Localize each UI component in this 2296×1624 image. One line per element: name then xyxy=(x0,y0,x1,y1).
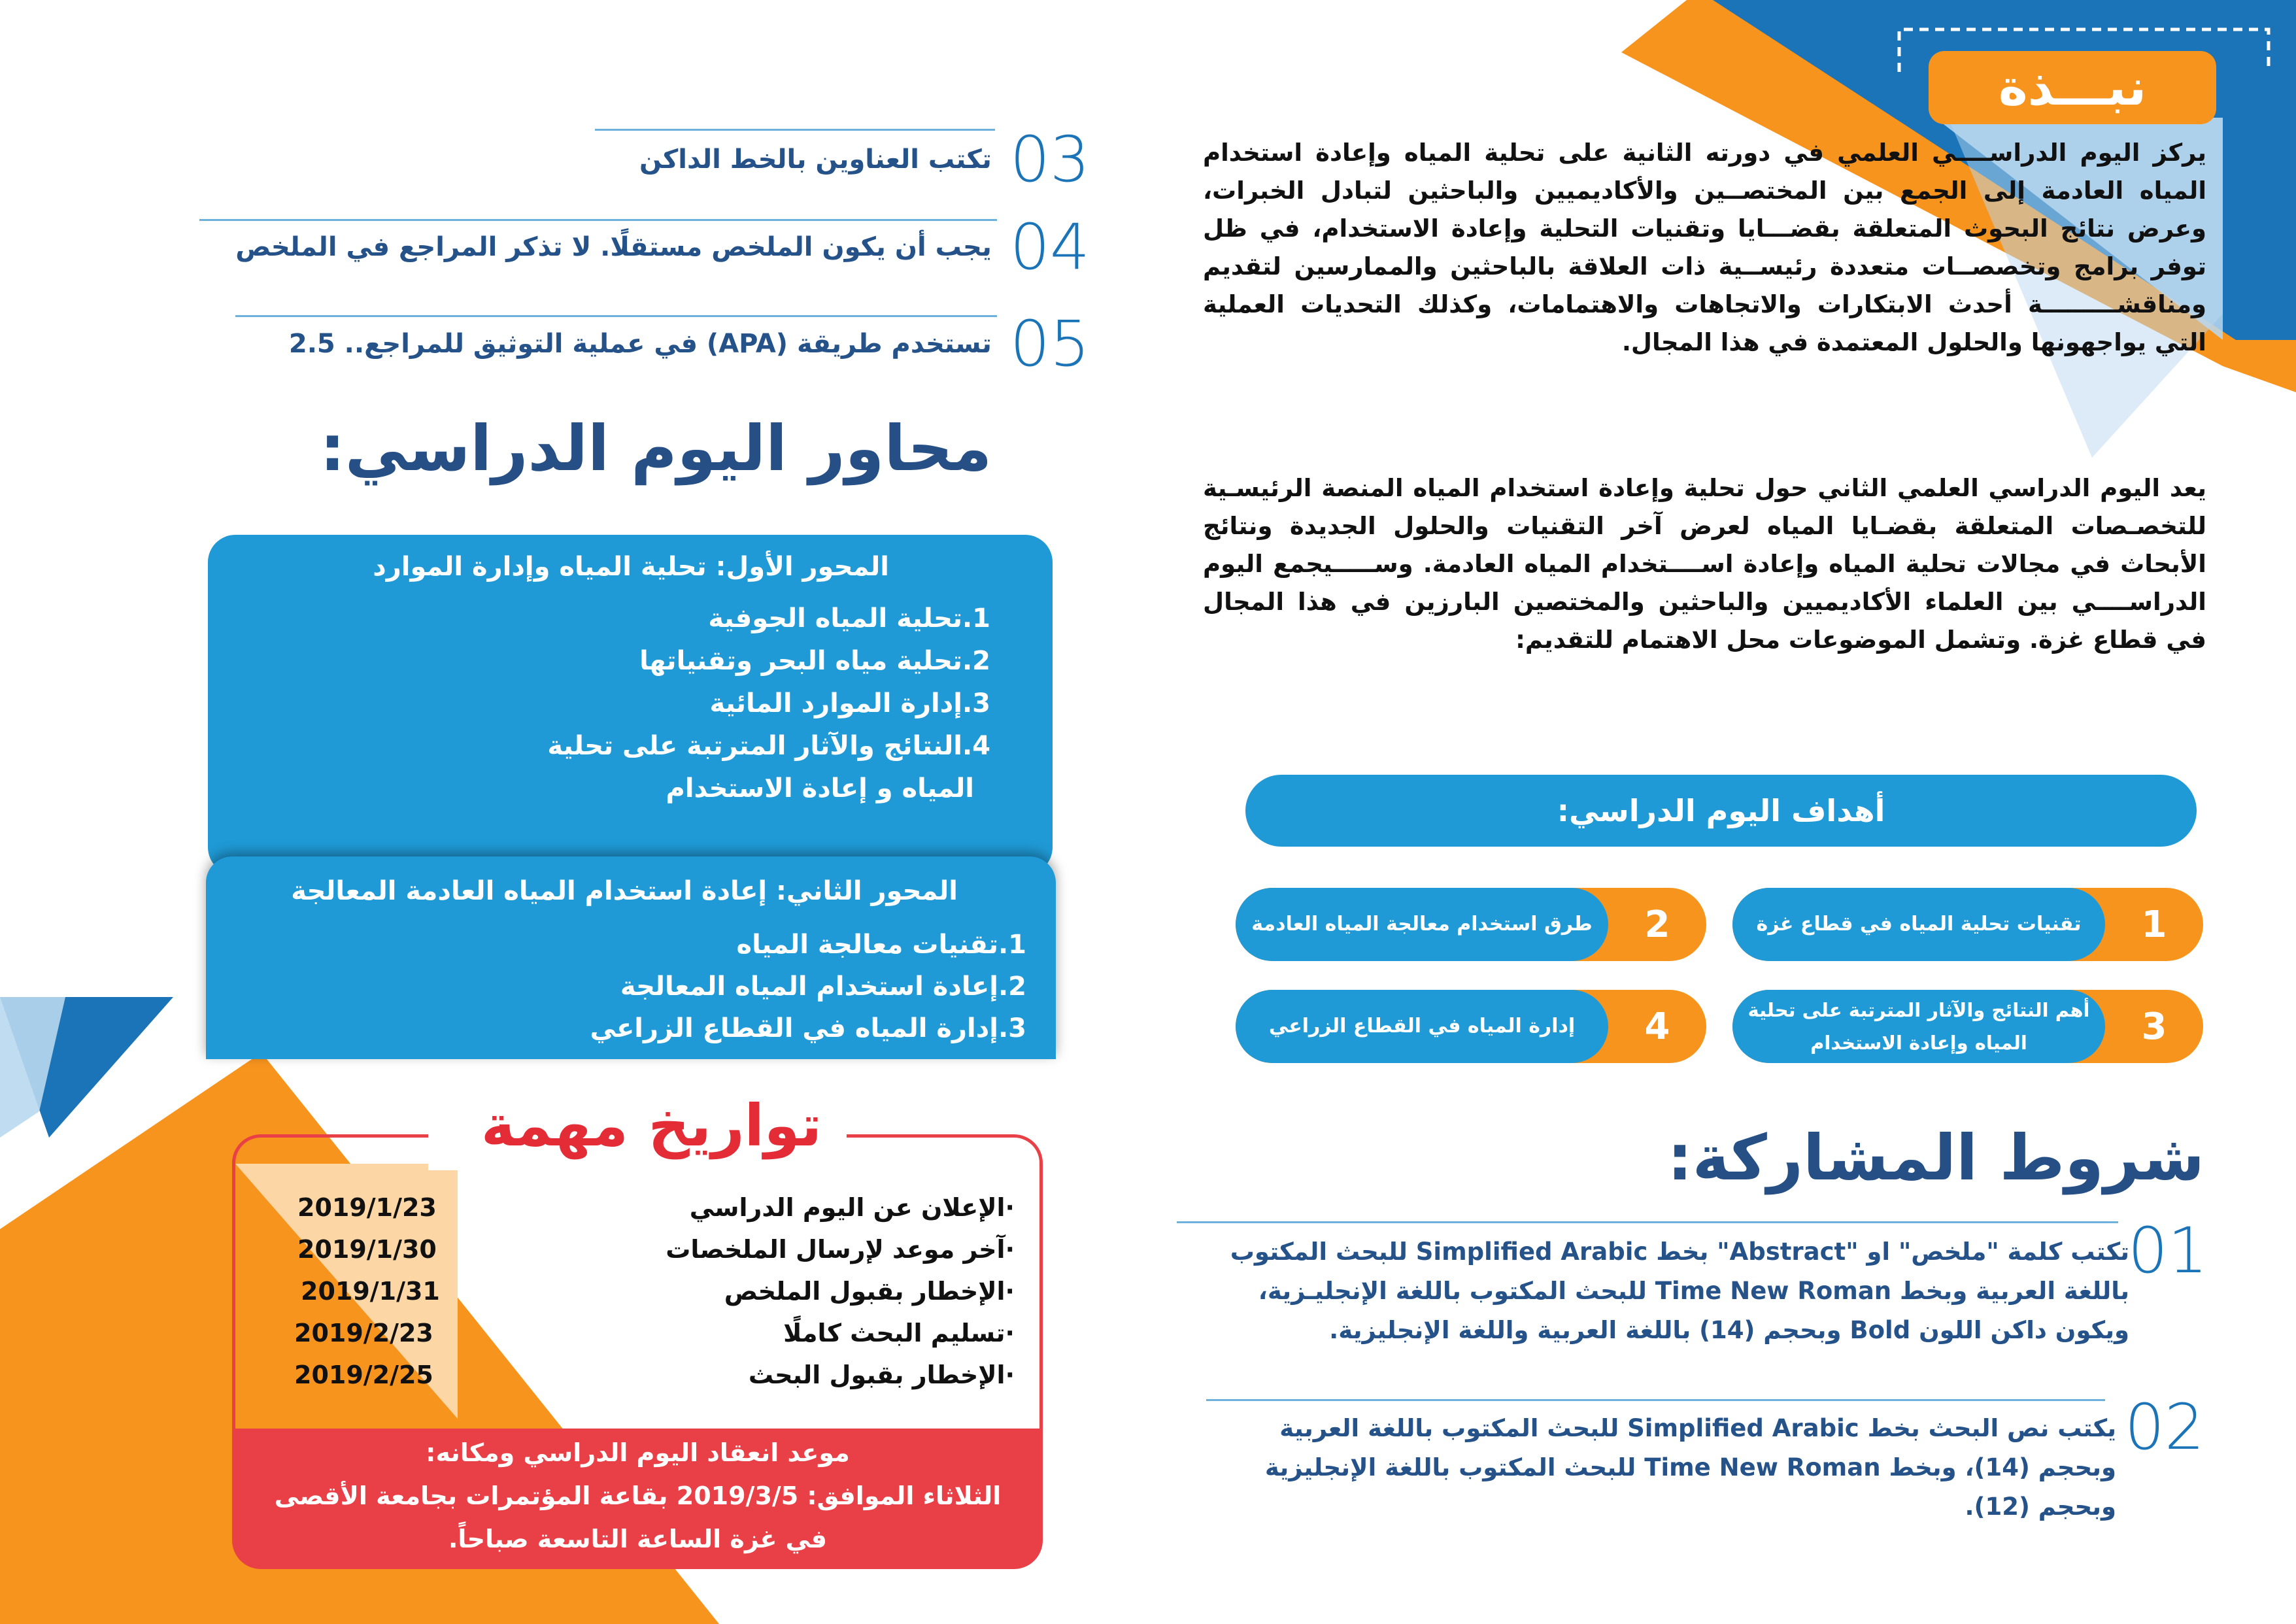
section-title-nabtha: نبـــذة xyxy=(1929,51,2216,124)
venue-box xyxy=(234,1429,1041,1567)
axis-2-title: المحور الثاني: إعادة استخدام المياه العادمة المعالجة xyxy=(291,876,958,906)
guideline-04 xyxy=(235,211,1090,284)
guideline-number: 05 xyxy=(1009,307,1090,381)
venue-line: في غزة الساعة التاسعة صباحاً. xyxy=(448,1525,828,1553)
axis-1-item: المياه و إعادة الاستخدام xyxy=(666,773,974,804)
guideline-text: تكتب العناوين بالخط الداكن xyxy=(639,144,992,175)
goal-item-1 xyxy=(1732,888,2203,961)
goal-text: طرق استخدام معالجة المياه العادمة xyxy=(1236,888,1608,961)
date-value: 2019/1/31 xyxy=(301,1277,440,1306)
goals-heading-bar: أهداف اليوم الدراسي: xyxy=(1245,775,2197,847)
conditions-heading: شروط المشاركة: xyxy=(1667,1121,2204,1194)
goal-number: 3 xyxy=(2141,1005,2167,1048)
guideline-number: 03 xyxy=(1009,123,1090,196)
date-label: ·الإخطار بقبول البحث xyxy=(748,1361,1015,1389)
condition-line: تكتب كلمة "ملخص" او "Abstract" بخط Simplified Arabic للبحث المكتوب xyxy=(1230,1238,2129,1266)
guideline-text: يجب أن يكون الملخص مستقلًا. لا تذكر المراجع في الملخص xyxy=(235,232,992,262)
date-label: ·الإعلان عن اليوم الدراسي xyxy=(689,1193,1015,1222)
condition-2 xyxy=(1136,1409,2116,1527)
axis-2-item: 3.إدارة المياه في القطاع الزراعي xyxy=(590,1013,1026,1043)
condition-line: وبحجم (14)، وبخط Time New Roman للبحث المكتوب باللغة الإنجليزية xyxy=(1264,1453,2116,1481)
date-value: 2019/1/23 xyxy=(297,1193,437,1222)
condition-underline-01 xyxy=(1177,1221,2118,1223)
goal-text: تقنيات تحلية المياه في قطاع غزة xyxy=(1732,888,2105,961)
date-label: ·الإخطار بقبول الملخص xyxy=(724,1277,1015,1306)
guideline-text: تستخدم طريقة (APA) في عملية التوثيق للمراجع.. 2.5 xyxy=(288,329,992,359)
axis-2-item: 2.إعادة استخدام المياه المعالجة xyxy=(620,972,1026,1002)
intro-paragraph-2: يعد اليوم الدراسي العلمي الثاني حول تحلية وإعادة استخدام المياه المنصة الرئيسـية للتخصـصات المتعلقة بقضـايا المياه لعرض آخر التقنيات والحلول الجديدة ونتائج الأبحاث في مجالات تحلية المياه وإعادة اســــتخدام المياه العادمة. وســـــيجمع اليوم الدراســــي بين العلماء الأكاديميين والباحثين والمختصين البارزين في هذا المجال في قطاع غزة. وتشمل الموضوعات محل الاهتمام للتقديم: xyxy=(1203,474,2206,654)
axis-1-item: 4.النتائج والآثار المترتبة على تحلية xyxy=(547,731,990,761)
goal-item-4 xyxy=(1236,990,1706,1063)
axis-1-item: 2.تحلية مياه البحر وتقنياتها xyxy=(639,646,990,676)
goal-item-2 xyxy=(1236,888,1706,961)
date-value: 2019/2/23 xyxy=(294,1319,433,1347)
venue-line: الثلاثاء الموافق: 2019/3/5 بقاعة المؤتمرات بجامعة الأقصى xyxy=(274,1481,1002,1510)
venue-line: موعد انعقاد اليوم الدراسي ومكانه: xyxy=(426,1438,850,1467)
date-label: ·آخر موعد لإرسال الملخصات xyxy=(666,1235,1015,1264)
axis-1-title: المحور الأول: تحلية المياه وإدارة الموارد xyxy=(373,552,889,582)
goal-number: 1 xyxy=(2141,903,2167,946)
date-value: 2019/1/30 xyxy=(297,1235,437,1264)
guideline-03 xyxy=(639,123,1090,196)
axis-1-item: 1.تحلية المياه الجوفية xyxy=(708,603,990,634)
axis-2-box xyxy=(206,856,1056,1059)
goal-number: 2 xyxy=(1644,903,1670,946)
goal-text: إدارة المياه في القطاع الزراعي xyxy=(1236,990,1608,1063)
guideline-05 xyxy=(288,307,1090,381)
goal-item-3 xyxy=(1732,990,2203,1063)
condition-1 xyxy=(1083,1232,2129,1350)
condition-number: 01 xyxy=(2127,1214,2208,1287)
dates-heading: تواريخ مهمة xyxy=(481,1092,822,1159)
condition-number: 02 xyxy=(2124,1391,2204,1464)
condition-line: ويكون داكن اللون Bold وبحجم (14) باللغة العربية واللغة الإنجليزية. xyxy=(1329,1316,2129,1344)
guideline-number: 04 xyxy=(1009,211,1090,284)
condition-underline-02 xyxy=(1206,1399,2105,1401)
date-label: ·تسليم البحث كاملًا xyxy=(783,1319,1015,1347)
axis-1-box xyxy=(208,535,1053,875)
axis-2-item: 1.تقنيات معالجة المياه xyxy=(736,930,1026,960)
intro-paragraph-1: يركز اليوم الدراســــي العلمي في دورته الثانية على تحلية المياه وإعادة استخدام المياه العادمة إلى الجمع بين المختصــين والأكاديميين والباحثين لتبادل الخبرات، وعرض نتائج البحوث المتعلقة بقضـــايا وتقنيات التحلية وإعادة الاستخدام، في ظل توفر برامج وتخصصــات متعددة رئيســية ذات العلاقة بالباحثين والممارسين لتقديم ومناقشـــــــــة أحدث الابتكارات والاتجاهات والاهتمامات، وكذلك التحديات العملية التي يواجهونها والحلول المعتمدة في هذا المجال. xyxy=(1203,139,2206,356)
date-value: 2019/2/25 xyxy=(294,1361,433,1389)
goal-text: أهم النتائج والآثار المترتبة على تحلية المياه وإعادة الاستخدام xyxy=(1732,990,2105,1063)
condition-line: يكتب نص البحث بخط Simplified Arabic للبحث المكتوب باللغة العربية xyxy=(1279,1414,2116,1442)
condition-line: باللغة العربية وبخط Time New Roman للبحث المكتوب باللغة الإنجليـزية، xyxy=(1258,1277,2129,1305)
axes-heading: محاور اليوم الدراسي: xyxy=(320,412,992,485)
axis-1-item: 3.إدارة الموارد المائية xyxy=(709,688,990,719)
condition-line: وبحجم (12). xyxy=(1965,1493,2116,1521)
goal-number: 4 xyxy=(1644,1005,1670,1048)
